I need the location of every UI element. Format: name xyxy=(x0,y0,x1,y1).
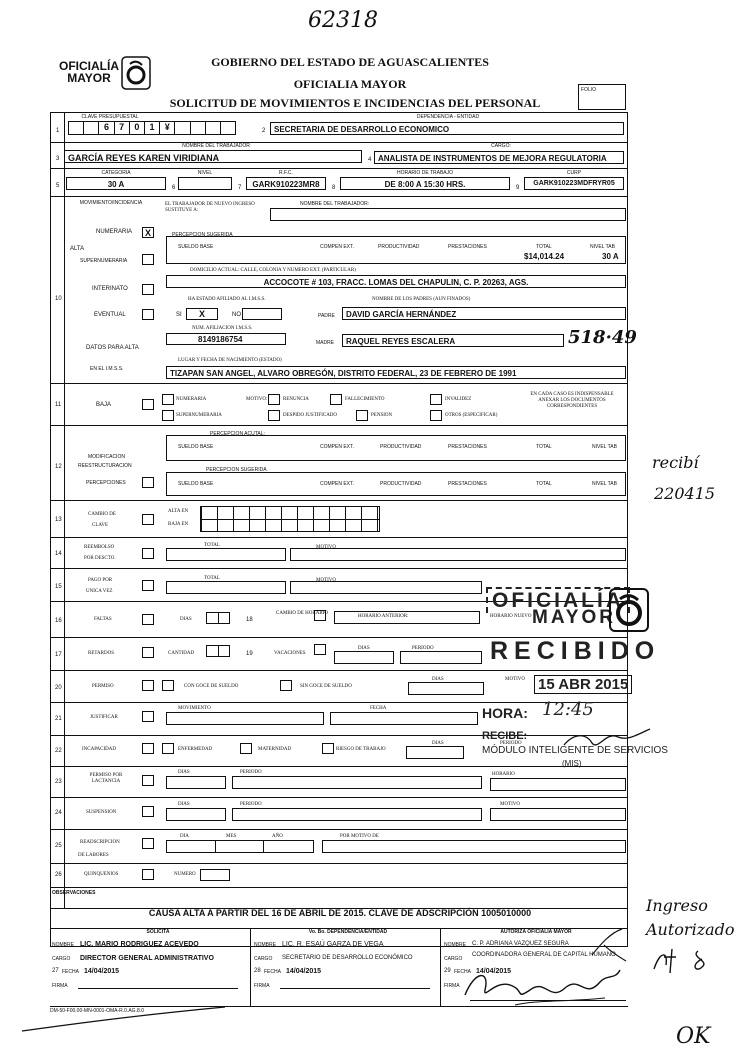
retardos-label: RETARDOS xyxy=(88,651,114,656)
vobo-firma-label: FIRMA xyxy=(254,983,270,989)
vobo-cargo: SECRETARIO DE DESARROLLO ECONÓMICO xyxy=(282,955,413,961)
clave-digit: 7 xyxy=(115,122,130,134)
row-number-23: 23 xyxy=(55,779,62,785)
margin-note-ok: OK xyxy=(676,1024,711,1049)
stamp-modulo: MÓDULO INTELIGENTE DE SERVICIOS xyxy=(482,745,668,756)
vacaciones-periodo-field[interactable] xyxy=(400,651,482,664)
categoria-label: CATEGORIA xyxy=(101,170,131,176)
unica-vez-label: UNICA VEZ xyxy=(86,589,113,594)
pago-checkbox[interactable] xyxy=(142,580,154,591)
solicita-firma-label: FIRMA xyxy=(52,983,68,989)
sin-goce-checkbox[interactable] xyxy=(280,680,292,691)
nombre-field[interactable]: GARCÍA REYES KAREN VIRIDIANA xyxy=(64,150,362,163)
invalidez-checkbox[interactable] xyxy=(430,394,442,405)
fallecimiento-label: FALLECIMIENTO xyxy=(345,397,385,402)
solicita-cargo: DIRECTOR GENERAL ADMINISTRATIVO xyxy=(80,955,214,962)
p12s-prestaciones: PRESTACIONES xyxy=(448,481,487,487)
nivel-tab-label: NIVEL TAB xyxy=(590,244,615,250)
otros-checkbox[interactable] xyxy=(430,410,442,421)
row-number-14: 14 xyxy=(55,551,62,557)
row-number-25: 25 xyxy=(55,843,62,849)
row-number-6: 6 xyxy=(172,185,176,191)
lactancia-checkbox[interactable] xyxy=(142,775,154,786)
suspension-dias-field[interactable] xyxy=(166,808,226,821)
form-code: DM-50-F00.00-MN-0001-OMA-R.0.AG.8.0 xyxy=(50,1008,144,1014)
padres-label: NOMBRE DE LOS PADRES (AUN FINADOS) xyxy=(372,297,471,302)
incapacidad-dias-label: DIAS xyxy=(432,741,444,746)
solicita-fecha: 14/04/2015 xyxy=(84,968,120,975)
row-number-9: 9 xyxy=(516,185,520,191)
clave-digit xyxy=(221,122,235,134)
nivel-tab-value: 30 A xyxy=(602,252,619,261)
suspension-label: SUSPENSION xyxy=(86,810,117,815)
suspension-periodo-label: PERIODO xyxy=(240,802,262,807)
quinquenios-numero-field[interactable] xyxy=(200,869,230,881)
handwritten-code: 518·49 xyxy=(568,327,637,348)
clave-grid-13[interactable] xyxy=(200,506,380,532)
autoriza-title: AUTORIZA OFICIALIA MAYOR xyxy=(500,929,572,935)
vobo-cargo-label: CARGO xyxy=(254,956,273,962)
eventual-checkbox[interactable] xyxy=(142,309,154,320)
margin-signature-icon xyxy=(650,945,730,977)
autoriza-nombre-label: NOMBRE xyxy=(444,942,466,948)
stamp-hora-label: HORA: xyxy=(482,705,528,721)
reembolso-total-label: TOTAL xyxy=(204,543,220,548)
incapacidad-checkbox[interactable] xyxy=(142,743,154,754)
horario-field[interactable]: DE 8:00 A 15:30 HRS. xyxy=(340,177,510,190)
curp-field[interactable]: GARK910223MDFRYR05 xyxy=(524,177,624,190)
row-number-4: 4 xyxy=(368,157,372,163)
margin-note-code: 220415 xyxy=(654,484,716,503)
afiliacion-label: NUM. AFILIACION I.M.S.S. xyxy=(192,326,253,331)
motivo-baja-label: MOTIVO: xyxy=(246,397,268,402)
retardos-checkbox[interactable] xyxy=(142,647,154,658)
header-office: OFICIALIA MAYOR xyxy=(293,77,407,91)
solicita-cargo-label: CARGO xyxy=(52,956,71,962)
bottom-pen-stroke-icon xyxy=(20,1005,230,1035)
percepciones-checkbox[interactable] xyxy=(142,477,154,488)
pago-motivo-field[interactable] xyxy=(290,581,482,594)
con-goce-checkbox[interactable] xyxy=(162,680,174,691)
baja-nota: EN CADA CASO ES INDISPENSABLE ANEXAR LOS DOCUMENTOS CORRESPONDIENTES xyxy=(530,392,614,409)
en-imss-label: EN EL I.M.S.S. xyxy=(90,366,124,372)
alta-en-label: ALTA EN xyxy=(168,509,189,514)
total-label: TOTAL xyxy=(536,244,552,250)
lactancia-horario-label: HORARIO xyxy=(492,772,515,777)
margin-note-recibi: recibí xyxy=(652,453,699,472)
row-number-17: 17 xyxy=(55,652,62,658)
baja-label: BAJA xyxy=(96,402,112,408)
folio-label: FOLIO xyxy=(581,87,597,93)
madre-field[interactable]: RAQUEL REYES ESCALERA xyxy=(342,334,564,347)
margin-note-ingreso: Ingreso xyxy=(646,896,708,915)
autoriza-signature-icon xyxy=(455,960,625,1010)
clave-digit: 1 xyxy=(145,122,160,134)
row-number-2: 2 xyxy=(262,128,266,134)
vobo-fecha: 14/04/2015 xyxy=(286,968,322,975)
pago-total-label: TOTAL xyxy=(204,576,220,581)
nacimiento-field[interactable]: TIZAPAN SAN ANGEL, ALVARO OBREGÓN, DISTRITO FEDERAL, 23 DE FEBRERO DE 1991 xyxy=(166,366,626,379)
justificar-movimiento-field[interactable] xyxy=(166,712,324,725)
cantidad-field[interactable] xyxy=(206,645,230,657)
cantidad-label: CANTIDAD xyxy=(168,651,195,656)
numeraria-baja-label: NUMERARIA xyxy=(176,397,207,402)
no-label: NO xyxy=(232,312,241,318)
clave-digit: 6 xyxy=(99,122,114,134)
pago-por-label: PAGO POR xyxy=(88,578,113,583)
madre-label: MADRE xyxy=(316,340,335,346)
baja-en-label: BAJA EN xyxy=(168,522,189,527)
cargo-label: CARGO: xyxy=(491,143,511,149)
row-number-22: 22 xyxy=(55,748,62,754)
p12-prestaciones: PRESTACIONES xyxy=(448,444,487,450)
reembolso-label: REEMBOLSO xyxy=(84,545,115,550)
suspension-dias-label: DIAS xyxy=(178,802,190,807)
dependencia-label: DEPENDENCIA - ENTIDAD xyxy=(416,114,480,120)
padre-field[interactable]: DAVID GARCÍA HERNÁNDEZ xyxy=(342,307,626,320)
p12s-productividad: PRODUCTIVIDAD xyxy=(380,481,422,487)
pago-total-field[interactable] xyxy=(166,581,286,594)
incapacidad-dias-field[interactable] xyxy=(406,746,464,759)
incapacidad-periodo-label: PERIODO xyxy=(500,741,522,746)
despido-label: DESPIDO JUSTIFICADO xyxy=(283,413,338,418)
margin-note-autorizado: Autorizado xyxy=(646,920,735,939)
autoriza-initial-icon xyxy=(590,925,630,965)
row-number-7: 7 xyxy=(238,185,242,191)
p12-productividad: PRODUCTIVIDAD xyxy=(380,444,422,450)
pago-motivo-label: MOTIVO xyxy=(316,578,336,583)
permiso-motivo-label: MOTIVO xyxy=(505,677,525,682)
afiliacion-value: 8149186754 xyxy=(198,335,243,344)
p12-compen-ext: COMPEN EXT. xyxy=(320,444,354,450)
clave-presupuestal[interactable] xyxy=(68,121,236,135)
oficialia-logo-icon xyxy=(121,56,151,90)
sustituye-nombre-field[interactable] xyxy=(270,208,626,221)
solicita-nombre: LIC. MARIO RODRIGUEZ ACEVEDO xyxy=(80,941,199,948)
p12s-sueldo-base: SUELDO BASE xyxy=(178,481,214,487)
baja-checkbox[interactable] xyxy=(142,399,154,410)
sin-goce-label: SIN GOCE DE SUELDO xyxy=(300,684,352,689)
horario-nuevo-label: HORARIO NUEVO xyxy=(490,614,532,619)
stamp-mis: (MIS) xyxy=(562,759,582,768)
reembolso-total-field[interactable] xyxy=(166,548,286,561)
row-number-15: 15 xyxy=(55,584,62,590)
quinquenios-label: QUINQUENIOS xyxy=(84,872,119,877)
cambio-horario-checkbox[interactable] xyxy=(314,610,326,621)
p12-total: TOTAL xyxy=(536,444,552,450)
stamp-fecha: 15 ABR 2015 xyxy=(534,675,632,694)
numeraria-checkbox[interactable]: X xyxy=(142,227,154,238)
curp-label: CURP xyxy=(566,170,582,176)
observaciones-text: CAUSA ALTA A PARTIR DEL 16 DE ABRIL DE 2015. CLAVE DE ADSCRIPCIÓN 1005010000 xyxy=(148,908,532,918)
riesgo-label: RIESGO DE TRABAJO xyxy=(336,747,386,752)
clave-digit: ¥ xyxy=(160,122,175,134)
header-government: GOBIERNO DEL ESTADO DE AGUASCALIENTES xyxy=(211,55,489,69)
domicilio-label: DOMICILIO ACTUAL: CALLE, COLONIA Y NUMERO EXT. (PARTICULAR) xyxy=(190,268,356,273)
sustituye-label: EL TRABAJADOR DE NUEVO INGRESO SUSTITUYE A: xyxy=(165,202,255,213)
supernumeraria-baja-label: SUPERNUMERARIA xyxy=(176,413,222,418)
dependencia-field[interactable]: SECRETARIA DE DESARROLLO ECONOMICO xyxy=(270,122,624,135)
readscripcion-label: READSCRIPCION xyxy=(80,840,120,845)
permiso-lactancia-line-1: PERMISO POR xyxy=(89,773,123,778)
percepcion-sugerida-label: PERCEPCION SUGERIDA xyxy=(172,232,233,238)
lactancia-dias-label: DIAS xyxy=(178,770,190,775)
autoriza-nombre: C. P. ADRIANA VAZQUEZ SEGURA xyxy=(472,941,569,947)
row-number-8: 8 xyxy=(332,185,336,191)
con-goce-label: CON GOCE DE SUELDO xyxy=(184,684,239,689)
row-number-27: 27 xyxy=(52,968,59,974)
solicita-title: SOLICITA xyxy=(146,929,170,935)
stamp-hora: 12:45 xyxy=(542,699,594,720)
stamp-recibe-label: RECIBE: xyxy=(482,730,528,742)
suspension-motivo-label: MOTIVO xyxy=(500,802,520,807)
handwritten-folio: 62318 xyxy=(308,8,378,33)
percepciones-label: PERCEPCIONES xyxy=(86,480,126,486)
afiliacion-field[interactable] xyxy=(166,333,286,345)
row-number-13: 13 xyxy=(55,517,62,523)
clave-digit xyxy=(175,122,190,134)
logo xyxy=(58,60,120,84)
vacaciones-dias-label: DIAS xyxy=(358,646,370,651)
vobo-title: Vo. Bo. DEPENDENCIA/ENTIDAD xyxy=(308,929,388,935)
interinato-label: INTERINATO xyxy=(92,286,128,292)
nacimiento-label: LUGAR Y FECHA DE NACIMIENTO (ESTADO) xyxy=(178,358,282,363)
clave-digit xyxy=(191,122,206,134)
enfermedad-checkbox[interactable] xyxy=(162,743,174,754)
autoriza-fecha: 14/04/2015 xyxy=(476,968,512,975)
solicita-fecha-label: FECHA xyxy=(62,969,79,975)
justificar-fecha-field[interactable] xyxy=(330,712,478,725)
horario-anterior-label: HORARIO ANTERIOR: xyxy=(358,614,409,619)
permiso-checkbox[interactable] xyxy=(142,680,154,691)
ano-label: AÑO xyxy=(272,834,283,839)
por-motivo-label: POR MOTIVO DE xyxy=(340,834,379,839)
stamp-recibido: RECIBIDO xyxy=(490,637,661,665)
mes-label: MES xyxy=(226,834,237,839)
otros-label: OTROS (ESPECIFICAR) xyxy=(445,413,498,418)
categoria-field[interactable]: 30 A xyxy=(66,177,166,190)
dia-label: DIA xyxy=(180,834,189,839)
vacaciones-checkbox[interactable] xyxy=(314,644,326,655)
cargo-field[interactable]: ANALISTA DE INSTRUMENTOS DE MEJORA REGULATORIA xyxy=(374,151,624,164)
si-label: SI xyxy=(176,312,182,318)
received-stamp xyxy=(482,585,668,775)
permiso-dias-label: DIAS xyxy=(432,677,444,682)
p12s-total: TOTAL xyxy=(536,481,552,487)
vobo-nombre-label: NOMBRE xyxy=(254,942,276,948)
maternidad-label: MATERNIDAD xyxy=(258,747,292,752)
faltas-dias-label: DIAS xyxy=(180,617,192,622)
nombre-label: NOMBRE DEL TRABAJADOR xyxy=(182,143,250,149)
fallecimiento-checkbox[interactable] xyxy=(330,394,342,405)
reestructuracion-label: REESTRUCTURACION xyxy=(78,463,132,469)
lactancia-periodo-label: PERIODO xyxy=(240,770,262,775)
stamp-line-1: OFICIALÍA xyxy=(486,587,630,613)
clave-digit xyxy=(69,122,84,134)
enfermedad-label: ENFERMEDAD xyxy=(178,747,213,752)
justificar-checkbox[interactable] xyxy=(142,711,154,722)
row-number-18: 18 xyxy=(246,617,253,623)
faltas-checkbox[interactable] xyxy=(142,614,154,625)
pension-label: PENSION xyxy=(371,413,393,418)
reembolso-motivo-field[interactable] xyxy=(290,548,626,561)
autoriza-firma-label: FIRMA xyxy=(444,983,460,989)
row-number-26: 26 xyxy=(55,872,62,878)
percepcion-sugerida-12-label: PERCEPCION SUGERIDA xyxy=(206,467,267,473)
afiliado-label: HA ESTADO AFILIADO AL I.M.S.S. xyxy=(188,297,266,302)
sueldo-base-label: SUELDO BASE xyxy=(178,244,214,250)
pension-checkbox[interactable] xyxy=(356,410,368,421)
horario-label: HORARIO DE TRABAJO xyxy=(396,170,454,176)
renuncia-checkbox[interactable] xyxy=(268,394,280,405)
row-number-11: 11 xyxy=(55,402,62,408)
cambio-clave-checkbox[interactable] xyxy=(142,514,154,525)
afiliado-no-checkbox[interactable] xyxy=(242,308,282,320)
nombre-trabajador-label: NOMBRE DEL TRABAJADOR: xyxy=(300,201,370,207)
movimiento-label: MOVIMIENTO/INCIDENCIA xyxy=(79,200,143,206)
readscripcion-fecha-field[interactable] xyxy=(166,840,314,853)
observaciones-label: OBSERVACIONES xyxy=(52,890,96,896)
de-labores-label: DE LABORES xyxy=(78,853,109,858)
row-number-28: 28 xyxy=(254,968,261,974)
logo-line-1: OFICIALÍA xyxy=(59,59,119,73)
vacaciones-periodo-label: PERIODO xyxy=(412,646,434,651)
numeraria-baja-checkbox[interactable] xyxy=(162,394,174,405)
stamp-signature-icon xyxy=(562,725,652,755)
percepcion-actual-label: PERCEPCION ACUTAL: xyxy=(210,431,265,437)
vobo-nombre: LIC. R. ESAÚ GARZA DE VEGA xyxy=(282,941,384,948)
interinato-checkbox[interactable] xyxy=(142,284,154,295)
incapacidad-label: INCAPACIDAD xyxy=(82,747,116,752)
nivel-field[interactable] xyxy=(178,177,232,190)
row-number-21: 21 xyxy=(55,716,62,722)
vacaciones-label: VACACIONES xyxy=(274,651,306,656)
permiso-lactancia-line-2: LACTANCIA xyxy=(91,779,121,784)
clave-label: CLAVE PRESUPUESTAL xyxy=(81,114,139,120)
prestaciones-label: PRESTACIONES xyxy=(448,244,487,250)
justificar-label: JUSTIFICAR xyxy=(90,715,118,720)
row-number-29: 29 xyxy=(444,968,451,974)
autoriza-cargo-label: CARGO xyxy=(444,956,463,962)
total-value: $14,014.24 xyxy=(524,252,565,261)
vacaciones-dias-field[interactable] xyxy=(334,651,394,664)
renuncia-label: RENUNCIA xyxy=(283,397,309,402)
padre-label: PADRE xyxy=(318,313,335,319)
por-descto-label: POR DESCTO. xyxy=(84,556,116,561)
reembolso-motivo-label: MOTIVO xyxy=(316,545,336,550)
folio-box xyxy=(578,84,626,110)
productividad-label: PRODUCTIVIDAD xyxy=(378,244,420,250)
lactancia-periodo-field[interactable] xyxy=(232,776,482,789)
modificacion-label: MODIFICACION xyxy=(88,454,125,460)
rfc-label: R.F.C. xyxy=(279,170,293,176)
row-number-1: 1 xyxy=(56,128,60,134)
row-number-16: 16 xyxy=(55,618,62,624)
clave-digit: 0 xyxy=(130,122,145,134)
faltas-label: FALTAS xyxy=(94,617,112,622)
datos-alta-label: DATOS PARA ALTA xyxy=(86,345,139,351)
row-number-19: 19 xyxy=(246,651,253,657)
number-column-divider xyxy=(64,112,65,908)
permiso-lactancia-label xyxy=(76,773,136,785)
clave-13-label: CLAVE xyxy=(92,523,109,528)
logo-line-2: MAYOR xyxy=(67,71,111,85)
stamp-line-2: MAYOR xyxy=(532,607,616,628)
afiliado-si-checkbox[interactable]: X xyxy=(186,308,218,320)
despido-checkbox[interactable] xyxy=(268,410,280,421)
numeraria-label: NUMERARIA xyxy=(96,229,133,235)
supernumeraria-label: SUPERNUMERARIA xyxy=(80,258,128,264)
riesgo-checkbox[interactable] xyxy=(322,743,334,754)
clave-digit xyxy=(84,122,99,134)
justificar-movimiento-label: MOVIMIENTO xyxy=(178,706,211,711)
faltas-dias-field[interactable] xyxy=(206,612,230,624)
rfc-field[interactable]: GARK910223MR8 xyxy=(246,177,326,190)
row-number-12: 12 xyxy=(55,464,62,470)
row-number-24: 24 xyxy=(55,810,62,816)
supernumeraria-checkbox[interactable] xyxy=(142,254,154,265)
suspension-checkbox[interactable] xyxy=(142,806,154,817)
readscripcion-motivo-field[interactable] xyxy=(322,840,626,853)
cambio-horario-label: CAMBIO DE HORARIO xyxy=(276,611,328,616)
p12s-nivel-tab: NIVEL TAB xyxy=(592,481,617,487)
maternidad-checkbox[interactable] xyxy=(240,743,252,754)
readscripcion-checkbox[interactable] xyxy=(142,838,154,849)
permiso-dias-field[interactable] xyxy=(408,682,484,695)
invalidez-label: INVALIDEZ xyxy=(445,397,472,402)
p12-sueldo-base: SUELDO BASE xyxy=(178,444,214,450)
vobo-fecha-label: FECHA xyxy=(264,969,281,975)
p12-nivel-tab: NIVEL TAB xyxy=(592,444,617,450)
reembolso-checkbox[interactable] xyxy=(142,548,154,559)
solicita-nombre-label: NOMBRE xyxy=(52,942,74,948)
lactancia-horario-field[interactable] xyxy=(490,778,626,791)
supernumeraria-baja-checkbox[interactable] xyxy=(162,410,174,421)
cambio-label: CAMBIO DE xyxy=(88,512,116,517)
stamp-logo-icon xyxy=(608,587,650,633)
alta-label: ALTA xyxy=(70,246,85,252)
p12s-compen-ext: COMPEN EXT. xyxy=(320,481,354,487)
suspension-periodo-field[interactable] xyxy=(232,808,482,821)
numero-label: NUMERO xyxy=(174,872,196,877)
eventual-label: EVENTUAL xyxy=(94,312,126,318)
autoriza-fecha-label: FECHA xyxy=(454,969,471,975)
permiso-label: PERMISO xyxy=(92,684,114,689)
suspension-motivo-field[interactable] xyxy=(490,808,626,821)
nivel-label: NIVEL xyxy=(197,170,213,176)
row-number-3: 3 xyxy=(56,156,60,162)
domicilio-field[interactable]: ACCOCOTE # 103, FRACC. LOMAS DEL CHAPULIN, C. P. 20263, AGS. xyxy=(166,275,626,288)
row-number-20: 20 xyxy=(55,685,62,691)
lactancia-dias-field[interactable] xyxy=(166,776,226,789)
row-number-5: 5 xyxy=(56,183,60,189)
row-number-10: 10 xyxy=(55,296,62,302)
form-title: SOLICITUD DE MOVIMIENTOS E INCIDENCIAS DEL PERSONAL xyxy=(169,96,541,110)
justificar-fecha-label: FECHA xyxy=(370,706,387,711)
compen-ext-label: COMPEN EXT. xyxy=(320,244,354,250)
clave-digit xyxy=(206,122,221,134)
autoriza-cargo: COORDINADORA GENERAL DE CAPITAL HUMANO xyxy=(472,952,616,958)
quinquenios-checkbox[interactable] xyxy=(142,869,154,880)
